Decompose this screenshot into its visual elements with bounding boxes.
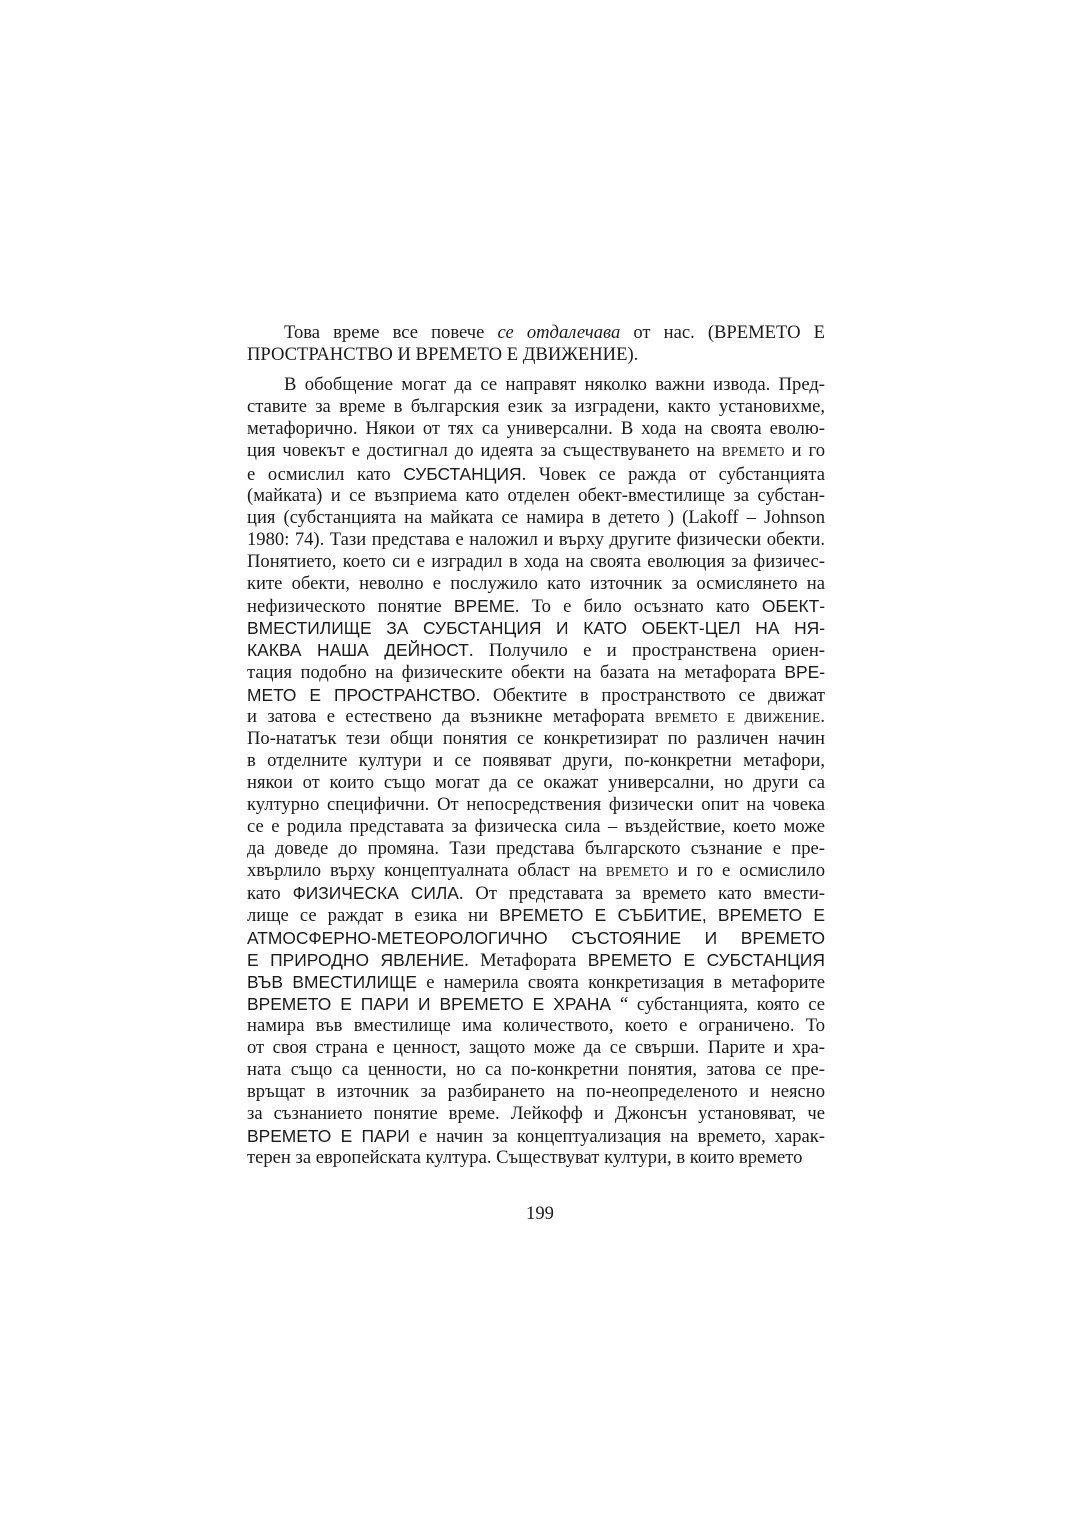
text-run: се е родила представата за физическа сила – въздействие, което може xyxy=(247,816,825,838)
text-run: в отделните култури и се появяват други, по-конкретни метафори, xyxy=(247,749,825,771)
text-line xyxy=(247,374,825,396)
text-run: да доведе до промяна. Тази представа българското съзнание е пре- xyxy=(247,838,825,860)
page-number: 199 xyxy=(526,1203,554,1224)
caps-term-run: ВМЕСТИЛИЩЕ ЗА СУБСТАНЦИЯ И КАТО ОБЕКТ-ЦЕЛ НА НЯ- xyxy=(247,618,825,639)
text-line xyxy=(247,573,825,595)
text-run: ставите за време в българския език за изградени, както установихме, xyxy=(247,396,825,418)
caps-term-run: СУБСТАНЦИЯ xyxy=(403,463,522,484)
caps-term-run: ВЪВ ВМЕСТИЛИЩЕ xyxy=(247,971,417,992)
text-run: и го е осмислило xyxy=(668,860,825,882)
text-run: “ субстанцията, която се xyxy=(611,993,825,1015)
small-caps-run: ВРЕМЕТО xyxy=(605,864,669,880)
text-line xyxy=(247,529,825,551)
small-caps-run: ВРЕМЕТО xyxy=(721,444,785,460)
text-run: лище се раждат в езика ни xyxy=(247,905,500,927)
text-run: . От представата за времето като вмести- xyxy=(458,883,825,905)
text-run: терен за европейската култура. Съществуват култури, в които времето xyxy=(247,1147,803,1169)
text-line xyxy=(247,949,825,971)
caps-term-run: КАКВА НАША ДЕЙНОСТ xyxy=(247,640,469,661)
text-run: ПРОСТРАНСТВО И ВРЕМЕТО Е ДВИЖЕНИЕ). xyxy=(247,344,639,366)
text-line xyxy=(247,706,825,728)
body-text xyxy=(247,322,825,1170)
text-run: . xyxy=(820,705,825,727)
caps-term-run: ВРЕМЕТО Е ПАРИ И ВРЕМЕТО Е ХРАНА xyxy=(247,993,612,1014)
text-line xyxy=(247,661,825,683)
text-run: нефизическото понятие xyxy=(247,596,454,618)
text-run: . Човек се ражда от субстанцията xyxy=(521,463,826,485)
caps-term-run: ОБЕКТ- xyxy=(761,596,825,617)
text-line xyxy=(247,485,825,507)
text-run: хвърлило върху концептуалната област на xyxy=(247,860,606,882)
text-line xyxy=(247,1147,825,1169)
text-line xyxy=(247,1081,825,1103)
text-line xyxy=(247,684,825,706)
text-line xyxy=(247,838,825,860)
text-line xyxy=(247,595,825,617)
caps-term-run: ВРЕМЕТО Е СЪБИТИЕ, ВРЕМЕТО Е xyxy=(499,905,825,926)
text-run: метафорично. Някои от тях са универсални. В хода на своята еволю- xyxy=(247,418,825,440)
text-run: е начин за концептуализация на времето, харак- xyxy=(409,1126,825,1148)
caps-term-run: ВРЕМЕ xyxy=(453,596,515,617)
text-run: някои от които също могат да се окажат универсални, но други са xyxy=(247,771,825,793)
small-caps-run: ВРЕМЕТО Е ДВИЖЕНИЕ xyxy=(654,709,821,725)
text-line xyxy=(247,1037,825,1059)
text-run: от нас. (ВРЕМЕТО Е xyxy=(620,322,826,343)
text-run: като xyxy=(247,883,293,905)
text-line xyxy=(247,882,825,904)
text-run: ция (субстанцията на майката се намира в детето ) (Lakoff – Johnson xyxy=(247,506,825,528)
text-line xyxy=(247,860,825,882)
text-line xyxy=(247,794,825,816)
text-line xyxy=(247,440,825,462)
text-line xyxy=(247,344,825,366)
text-run: По-нататък тези общи понятия се конкретизират по различен начин xyxy=(247,727,825,749)
text-line xyxy=(247,1125,825,1147)
text-run: В обобщение могат да се направят няколко важни извода. Пред- xyxy=(284,374,825,396)
text-run: е намерила своята конкретизация в метафорите xyxy=(417,971,825,993)
text-run: (майката) и се възприема като отделен обект-вместилище за субстан- xyxy=(247,484,825,506)
text-run: . Метафората xyxy=(464,949,588,971)
text-line xyxy=(247,396,825,418)
text-run: . Обектите в пространството се движат xyxy=(475,684,826,706)
text-run: и затова е естествено да възникне метафората xyxy=(247,705,655,727)
text-line xyxy=(247,1015,825,1037)
text-line xyxy=(247,971,825,993)
text-run: ция човекът е достигнал до идеята за съществуването на xyxy=(247,440,722,462)
text-line xyxy=(247,993,825,1015)
text-run: е осмислил като xyxy=(247,463,404,485)
text-run: за съзнанието понятие време. Лейкофф и Джонсън установяват, че xyxy=(247,1103,825,1125)
caps-term-run: ВРЕМЕТО Е ПАРИ xyxy=(247,1126,410,1147)
text-run: . Получило е и пространствена ориен- xyxy=(468,640,825,662)
caps-term-run: Е ПРИРОДНО ЯВЛЕНИЕ xyxy=(247,949,465,970)
paragraph-gap xyxy=(247,366,825,374)
text-line xyxy=(247,463,825,485)
text-run: Това време все повече xyxy=(284,322,498,343)
caps-term-run: МЕТО Е ПРОСТРАНСТВО xyxy=(247,684,476,705)
italic-run: се отдалечава xyxy=(497,322,621,343)
text-run: Понятието, което си е изградил в хода на своята еволюция за физичес- xyxy=(247,550,825,572)
text-line xyxy=(247,904,825,926)
text-line xyxy=(247,617,825,639)
text-line xyxy=(247,728,825,750)
text-line xyxy=(247,927,825,949)
caps-term-run: ФИЗИЧЕСКА СИЛА xyxy=(292,883,459,904)
text-run: намира във вместилище има количеството, което е ограничено. То xyxy=(247,1014,825,1036)
text-line xyxy=(247,816,825,838)
text-run: ната също са ценности, но са по-конкретни понятия, затова се пре- xyxy=(247,1059,825,1081)
text-run: ките обекти, неволно е послужило като източник за осмислянето на xyxy=(247,573,825,595)
text-run: . То е било осъзнато като xyxy=(514,596,762,618)
text-run: културно специфични. От непосредствения физически опит на човека xyxy=(247,793,825,815)
paragraph-2 xyxy=(247,374,825,1169)
text-line xyxy=(247,507,825,529)
text-line xyxy=(247,551,825,573)
text-run: 1980: 74). Тази представа е наложил и върху другите физически обекти. xyxy=(247,528,825,550)
paragraph-1 xyxy=(247,322,825,366)
caps-term-run: АТМОСФЕРНО-МЕТЕОРОЛОГИЧНО СЪСТОЯНИЕ И ВРЕМЕТО xyxy=(247,927,825,948)
caps-term-run: ВРЕ- xyxy=(784,662,825,683)
text-run: тация подобно на физическите обекти на базата на метафората xyxy=(247,662,785,684)
text-line xyxy=(247,772,825,794)
text-line xyxy=(247,418,825,440)
caps-term-run: ВРЕМЕТО Е СУБСТАНЦИЯ xyxy=(587,949,825,970)
text-run: от своя страна е ценност, защото може да се свърши. Парите и хра- xyxy=(247,1037,825,1058)
text-line xyxy=(247,1059,825,1081)
text-run: и го xyxy=(784,440,825,462)
text-line xyxy=(247,1103,825,1125)
text-run: връщат в източник за разбирането на по-неопределеното и неясно xyxy=(247,1081,825,1103)
text-line xyxy=(247,750,825,772)
text-line xyxy=(247,639,825,661)
text-line xyxy=(247,322,825,344)
